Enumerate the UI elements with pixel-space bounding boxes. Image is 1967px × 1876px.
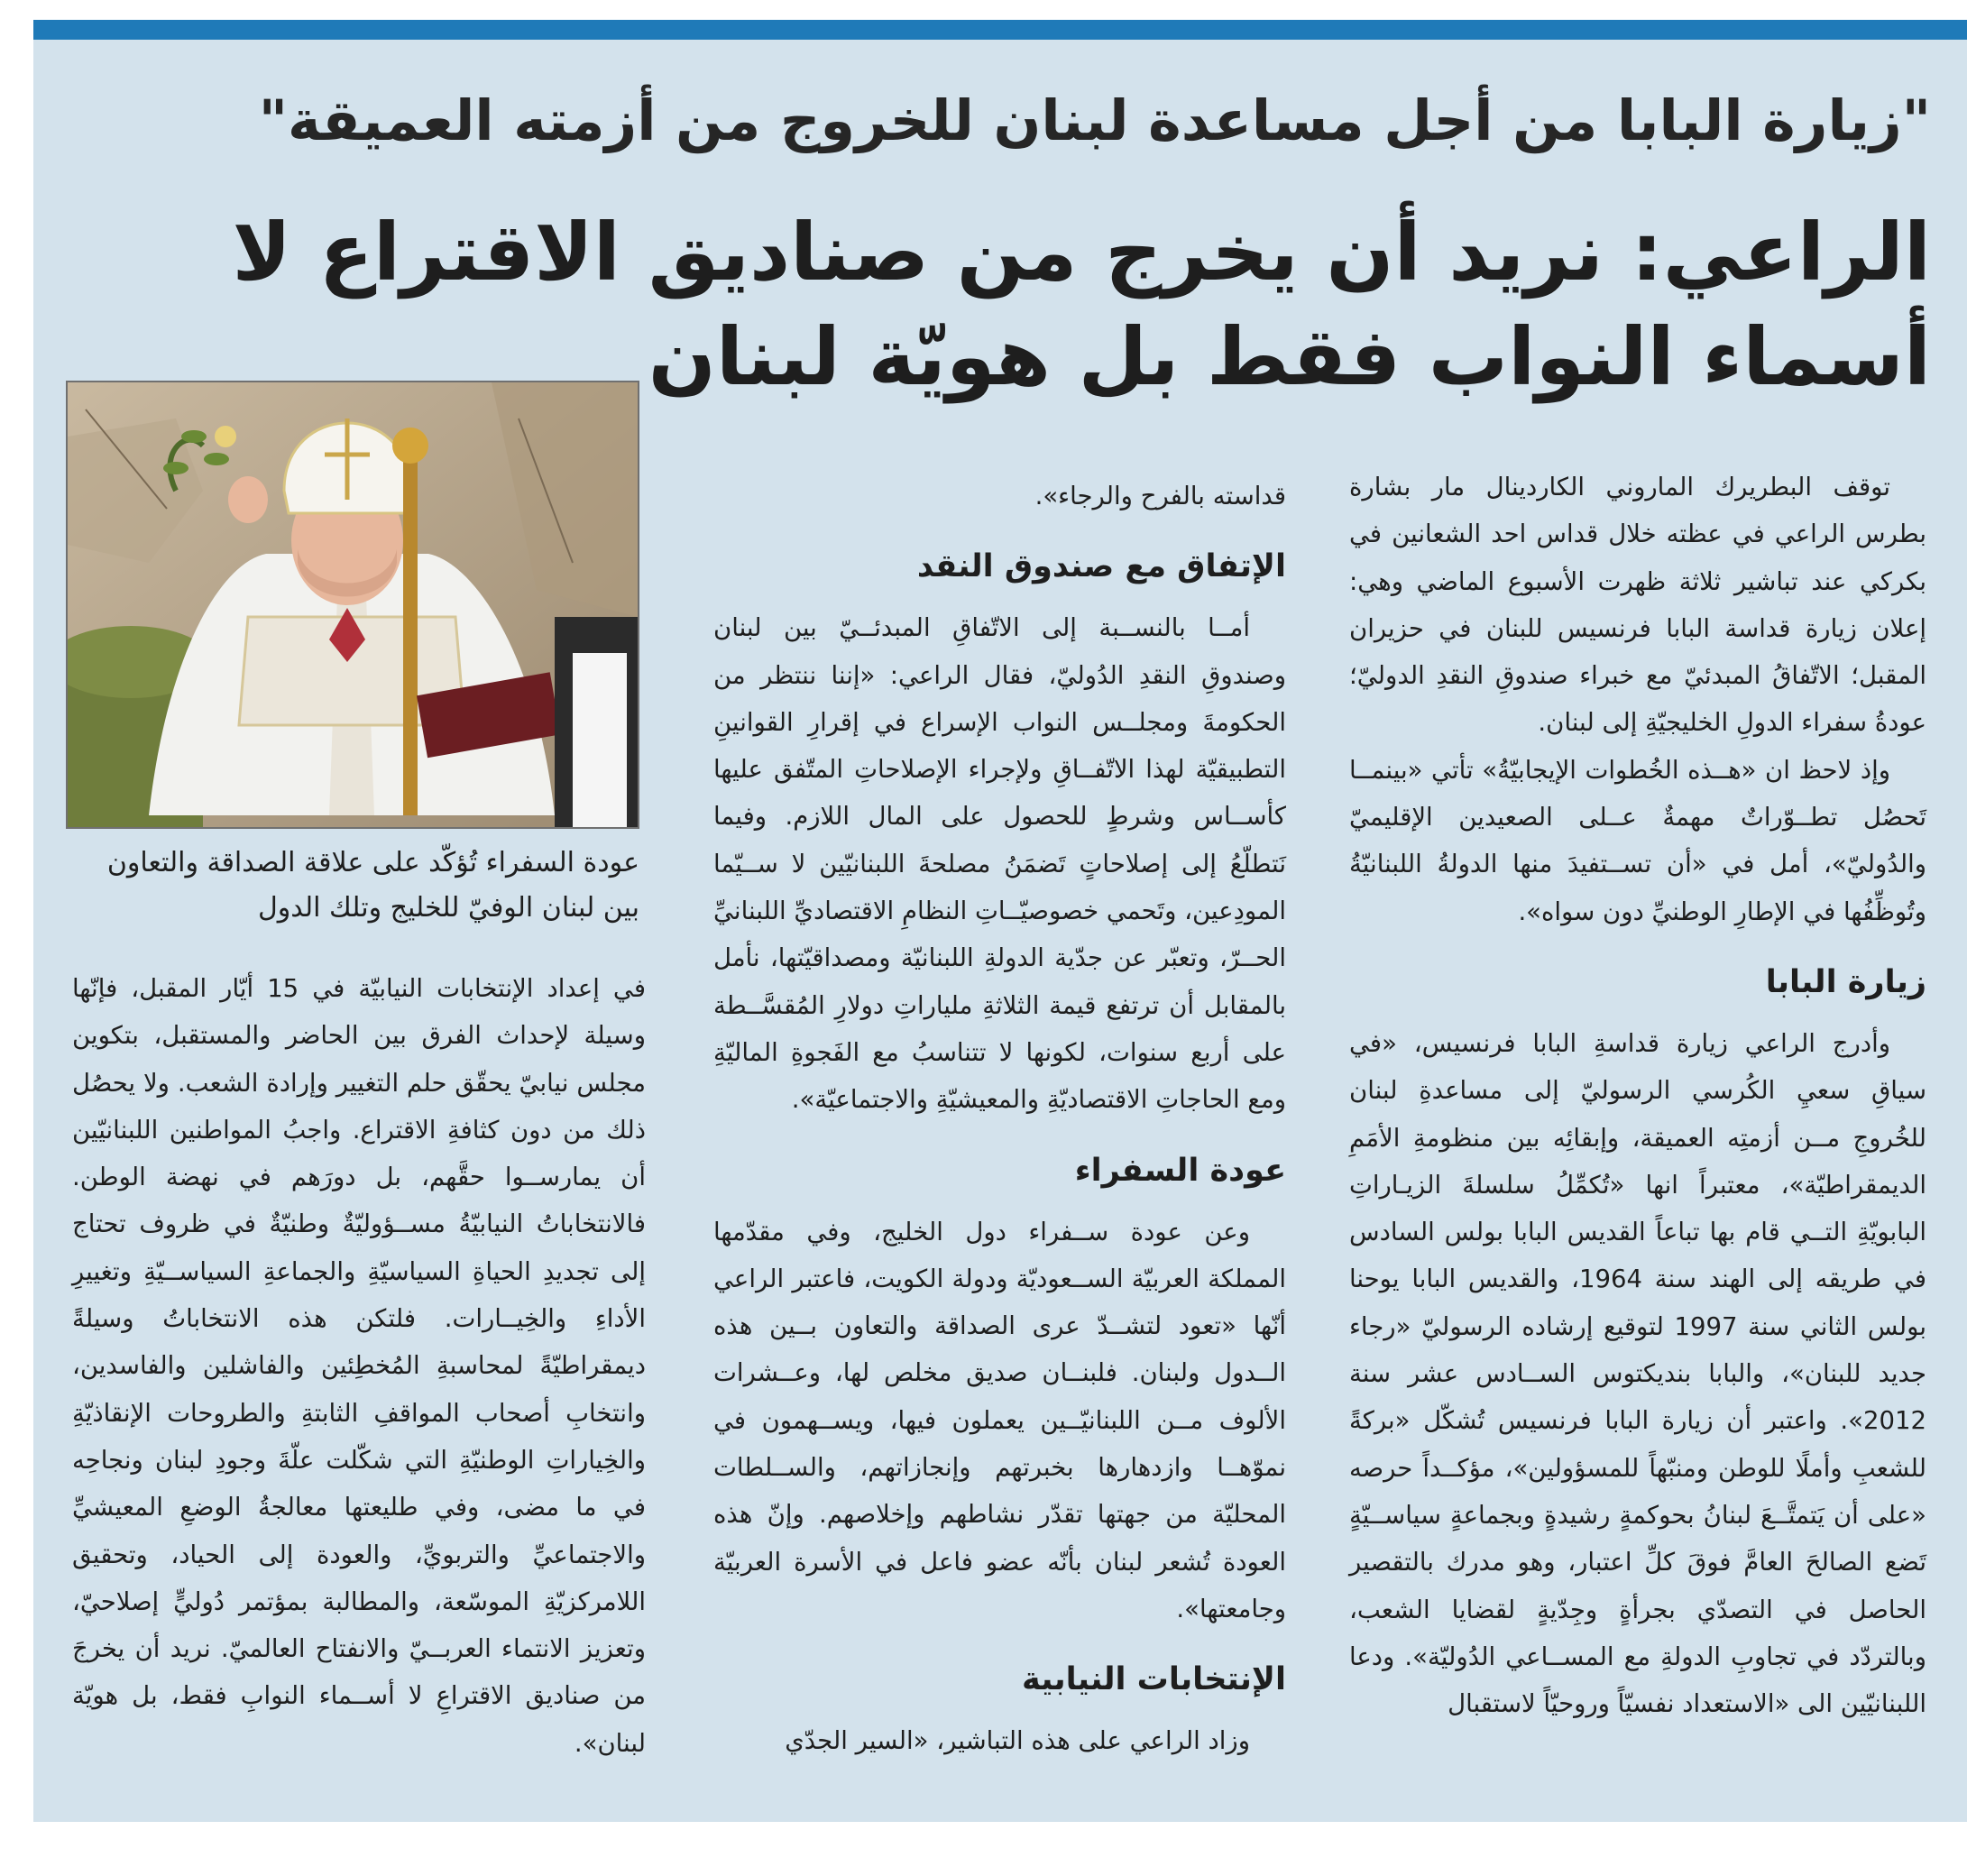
- section-heading-elections: الإنتخابات النيابية: [1021, 1661, 1286, 1698]
- article-kicker: "زيارة البابا من أجل مساعدة لبنان للخروج من أزمته العميقة": [258, 87, 1931, 153]
- patriarch-photo-illustration: [68, 382, 638, 827]
- top-color-bar: [33, 20, 1967, 40]
- paragraph: وعن عودة ســفراء دول الخليج، وفي مقدّمها المملكة العربيّة الســعوديّة ودولة الكويت، فاعتبر الراعي أنّها «تعود لتشــدّ عرى الصداقة والتعاون بــين هذه الــدول ولبنان. فلبنــان صديق مخلص لها، وعــشرات الألوف مــن اللبنانيّــين يعملون فيها، ويســهمون في نموّهــا وازدهارها بخبرتهم وإنجازاتهم، والســلطات المحليّة من جهتها تقدّر نشاطهم وإخلاصهم. وإنّ هذه العودة تُشعر لبنان بأنّه عضو فاعل في الأسرة العربيّة وجامعتها».: [713, 1217, 1286, 1623]
- column-middle: [713, 473, 1286, 1765]
- article-photo: [66, 381, 639, 829]
- section-heading-imf: الإتفاق مع صندوق النقد: [916, 548, 1286, 585]
- paragraph: توقف البطريرك الماروني الكاردينال مار بشارة بطرس الراعي في عظته خلال قداس احد الشعانين في بكركي عند تباشير ثلاثة ظهرت الأسبوع الماضي وهي: إعلان زيارة قداسة البابا فرنسيس للبنان في حزيران المقبل؛ الاتّفاقُ المبدئيّ مع خبراء صندوقِ النقدِ الدوليّ؛ عودةُ سفراء الدولِ الخليجيّةِ إلى لبنان.: [1349, 473, 1926, 738]
- article-headline: الراعي: نريد أن يخرج من صناديق الاقتراع لا أسماء النواب فقط بل هويّة لبنان: [232, 206, 1931, 404]
- paragraph: وإذ لاحظ ان «هــذه الخُطوات الإيجابيّةُ» تأتي «بينمــا تَحصُل تطــوّراتٌ مهمةٌ عــلى الصعيدين الإقليميّ والدُوليّ»، أمل في «أن تســتفيدَ منها الدولةُ اللبنانيّةُ وتُوظِّفُها في الإطارِ الوطنيِّ دون سواه».: [1349, 755, 1926, 926]
- column-left: [72, 965, 646, 1767]
- article-panel: [33, 20, 1967, 1822]
- paragraph: أمــا بالنســبة إلى الاتّفاقِ المبدئــيّ بين لبنان وصندوقِ النقدِ الدُوليّ، فقال الراعي: «إننا ننتظر من الحكومةَ ومجلــس النواب الإسراع في إقرارِ القوانينِ التطبيقيّة لهذا الاتّفــاقِ ولإجراء الإصلاحاتِ المتّفق عليها كأســاس وشرطٍ للحصول على المال اللازم. وفيما نَتطلّعُ إلى إصلاحاتٍ تَضمَنُ مصلحةَ اللبنانيّين لا ســيّما المودِعين، وتَحمي خصوصيّــاتِ النظامِ الاقتصاديِّ اللبنانيِّ الحــرّ، وتعبّر عن جدّية الدولةِ اللبنانيّة ومصداقيّتها، نأمل بالمقابل أن ترتفع قيمة الثلاثةِ ملياراتِ دولارِ المُقسَّــطة على أربع سنوات، لكونها لا تتناسبُ مع الفَجوةِ الماليّةِ ومع الحاجاتِ الاقتصاديّةِ والمعيشيّةِ والاجتماعيّة».: [713, 613, 1286, 1115]
- section-heading-ambassadors: عودة السفراء: [1074, 1152, 1286, 1189]
- section-heading-pope-visit: زيارة البابا: [1765, 963, 1926, 1000]
- paragraph: في إعداد الإنتخابات النيابيّة في 15 أيّار المقبل، فإنّها وسيلة لإحداث الفرق بين الحاضر والمستقبل، بتكوين مجلس نيابيّ يحقّق حلم التغيير وإرادة الشعب. ولا يحصُل ذلك من دون كثافةِ الاقتراع. واجبُ المواطنين اللبنانيّين أن يمارســوا حقَّهم، بل دورَهم في نهضة الوطن. فالانتخاباتُ النيابيّةُ مســؤوليّةٌ وطنيّةٌ في ظروف تحتاج إلى تجديدِ الحياةِ السياسيّةِ والجماعةِ السياســيّةِ وتغييرِ الأداءِ والخِيــارات. فلتكن هذه الانتخاباتُ وسيلةً ديمقراطيّةً لمحاسبةِ المُخطِئين والفاشلين والفاسدين، وانتخابِ أصحاب المواقفِ الثابتةِ والطروحات الإنقاذيّةِ والخِياراتِ الوطنيّةِ التي شكّلت علّةَ وجودِ لبنان ونجاحِه في ما مضى، وفي طليعتها معالجةُ الوضعِ المعيشيِّ والاجتماعيِّ والتربويِّ، والعودة إلى الحياد، وتحقيق اللامركزيّةِ الموسّعة، والمطالبة بمؤتمر دُوليٍّ إصلاحيّ، وتعزيز الانتماء العربــيّ والانفتاح العالميّ. نريد أن يخرجَ من صناديق الاقتراعِ لا أســماء النوابِ فقط، بل هويّة لبنان».: [72, 974, 646, 1758]
- photo-caption: عودة السفراء تُؤكّد على علاقة الصداقة والتعاون بين لبنان الوفيّ للخليج وتلك الدول: [106, 847, 639, 924]
- column-right: [1349, 464, 1926, 1727]
- paragraph: وزاد الراعي على هذه التباشير، «السير الجدّي: [785, 1726, 1250, 1756]
- paragraph: قداسته بالفرح والرجاء».: [1034, 482, 1286, 510]
- paragraph: وأدرج الراعي زيارة قداسةِ البابا فرنسيس، «في سياقِ سعيِ الكُرسي الرسوليّ إلى مساعدةِ لبنان للخُروجِ مــن أزمتِه العميقة، وإبقائِه بين منظومةِ الأمَمِ الديمقراطيّة»، معتبراً انها «تُكمِّلُ سلسلةَ الزيـاراتِ البابويّةِ التــي قام بها تباعاً القديس البابا بولس السادس في طريقه إلى الهند سنة 1964، والقديس البابا يوحنا بولس الثاني سنة 1997 لتوقيع إرشاده الرسوليّ «رجاء جديد للبنان»، والبابا بنديكتوس الســادس عشر سنة 2012». واعتبر أن زيارة البابا فرنسيس تُشكّل «بركةً للشعبِ وأملًا للوطن ومنبّهاً للمسؤولين»، مؤكــداً حرصه «على أن يَتمتَّــعَ لبنانُ بحوكمةٍ رشيدةٍ وبجماعةٍ سياســيّةٍ تَضع الصالحَ العامَّ فوقَ كلِّ اعتبار، وهو مدرك بالتقصير الحاصل في التصدّي بجرأةٍ وجِدّيةٍ لقضايا الشعب، وبالتردّد في تجاوبِ الدولةِ مع المســاعي الدُوليّة». ودعا اللبنانيّين الى «الاستعداد نفسيّاً وروحيّاً لاستقبال: [1349, 1028, 1926, 1719]
